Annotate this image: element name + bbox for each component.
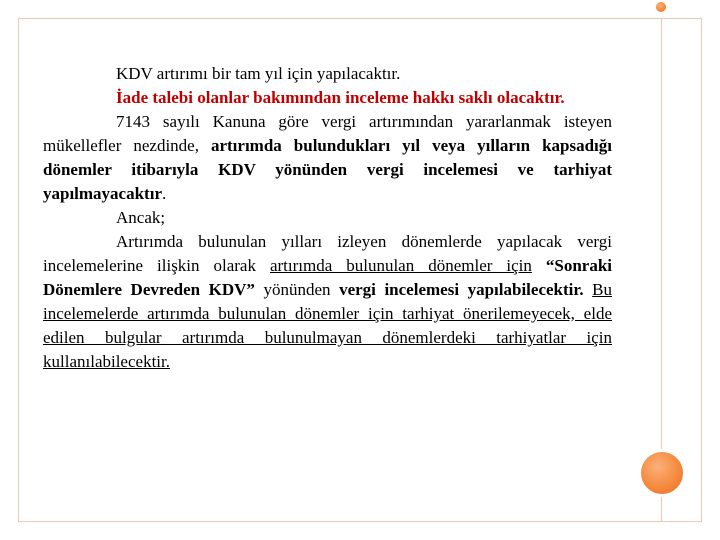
p3-text: 7143 sayılı Kanuna göre vergi artırımından yararlanmak isteyen mükellefler nezdinde,: [43, 112, 612, 155]
p5-space-1: [532, 256, 546, 275]
p5-underlined-1: artırımda bulunulan dönemler için: [269, 256, 532, 275]
p5-space-2: [584, 280, 593, 299]
orange-dot-top-icon: [654, 0, 668, 14]
p3-end: .: [162, 184, 167, 203]
orange-circle-bottom-icon: [638, 449, 686, 497]
paragraph-2-red: İade talebi olanlar bakımından inceleme hakkı saklı olacaktır.: [116, 88, 565, 107]
p5-text: Artırımda bulunulan yılları izleyen dönemlerde yapılacak vergi incelemelerine ilişkin olarak: [43, 232, 612, 275]
frame-vertical-line: [661, 18, 662, 522]
slide-text-body: [43, 62, 612, 374]
p3-bold: artırımda bulundukları yıl veya yılların kapsadığı dönemler itibarıyla KDV yönünden vergi incelemesi ve tarhiyat yapılmayacaktır: [43, 136, 612, 203]
p5-bold-quote: “Sonraki Dönemlere Devreden KDV”: [43, 256, 612, 299]
paragraph-1: KDV artırımı bir tam yıl için yapılacaktır.: [116, 64, 401, 83]
paragraph-3: [43, 110, 612, 206]
p5-underlined-2: Bu incelemelerde artırımda bulunulan dönemler için tarhiyat önerilemeyecek, elde edilen bulgular artırımda bulunulmayan dönemlerdeki tarhiyatlar için kullanılabilecektir.: [43, 280, 613, 371]
paragraph-5: [43, 230, 612, 374]
p5-bold-2: vergi incelemesi yapılabilecektir.: [339, 280, 584, 299]
paragraph-4: Ancak;: [116, 208, 166, 227]
p5-text-2: yönünden: [254, 280, 340, 299]
